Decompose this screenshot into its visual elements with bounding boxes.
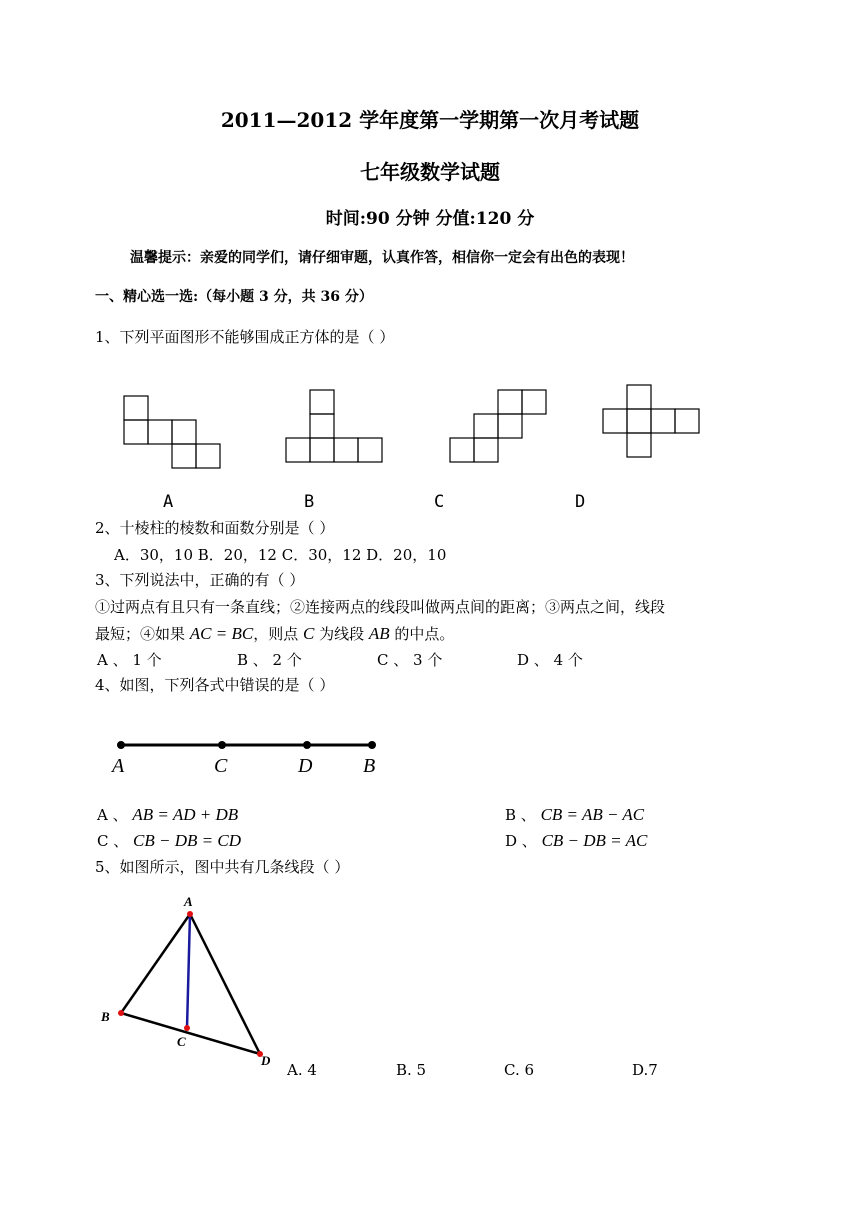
q4-point-b: B [363,755,376,777]
q4-option-a-expr: AB = AD + DB [132,805,239,824]
q2-stem: 2、十棱柱的棱数和面数分别是（ ） [95,519,335,537]
q3-option-d: D 、 4 个 [517,651,583,669]
q4-option-a-prefix: A 、 [97,806,128,824]
q1-net-b [283,386,385,466]
time-score: 时间:90 分钟 分值:120 分 [325,209,535,229]
q3-line2-a: 最短；④如果 [95,625,190,643]
q1-label-c: C [434,492,445,512]
q4-option-d [505,831,647,851]
q4-segment-diagram [100,730,400,780]
section-heading: 一、精心选一选:（每小题 3 分，共 36 分） [95,289,373,305]
q3-option-b: B 、 2 个 [237,651,302,669]
q3-equation: AC = BC [189,624,254,643]
q1-net-c [448,386,550,466]
q5-option-b: B. 5 [396,1061,427,1079]
q2-options: A．30，10 B．20，12 C．30，12 D．20，10 [114,546,447,564]
q3-option-c: C 、 3 个 [377,651,443,669]
q1-label-d: D [575,492,586,512]
q5-vertex-a: A [184,894,193,909]
q4-option-b-expr: CB = AB − AC [540,805,645,824]
q5-vertex-c: C [177,1034,186,1049]
q3-line2-d: 为线段 [314,625,369,643]
q4-option-a [97,805,238,825]
q4-point-c: C [214,755,228,777]
exam-title: 2011—2012 学年度第一学期第一次月考试题 [220,108,640,132]
q5-vertex-b: B [101,1009,110,1024]
q3-line2 [95,624,454,644]
q1-label-a: A [163,492,174,512]
q4-option-c-expr: CB − DB = CD [133,831,241,850]
tip-text: 温馨提示：亲爱的同学们，请仔细审题，认真作答，相信你一定会有出色的表现！ [130,250,634,266]
q5-option-d: D.7 [632,1061,658,1079]
q4-stem: 4、如图，下列各式中错误的是（ ） [95,676,335,694]
q3-line2-e: 的中点。 [389,625,455,643]
q1-stem: 1、下列平面图形不能够围成正方体的是（ ） [95,328,395,346]
q4-option-b-prefix: B 、 [505,806,536,824]
q5-triangle-diagram [95,890,285,1080]
q4-point-d: D [298,755,313,777]
q4-option-c-prefix: C 、 [97,832,129,850]
q1-label-b: B [304,492,315,512]
q4-option-c [97,831,241,851]
q3-option-a: A 、 1 个 [97,651,162,669]
q4-option-b [505,805,644,825]
q4-option-d-prefix: D 、 [505,832,537,850]
q3-segment-ab: AB [368,624,390,643]
q5-option-a: A. 4 [287,1061,317,1079]
q1-net-d [602,383,704,463]
exam-subtitle: 七年级数学试题 [360,160,500,184]
q3-line1: ①过两点有且只有一条直线；②连接两点的线段叫做两点间的距离；③两点之间，线段 [95,598,666,616]
q5-option-c: C. 6 [504,1061,535,1079]
q3-point-c: C [302,624,315,643]
q5-vertex-d: D [261,1053,271,1068]
q1-net-a [120,392,224,472]
q3-stem: 3、下列说法中，正确的有（ ） [95,571,305,589]
q4-point-a: A [112,755,125,777]
q5-stem: 5、如图所示，图中共有几条线段（ ） [95,858,350,876]
q4-option-d-expr: CB − DB = AC [541,831,648,850]
q3-line2-b: ，则点 [253,625,303,643]
